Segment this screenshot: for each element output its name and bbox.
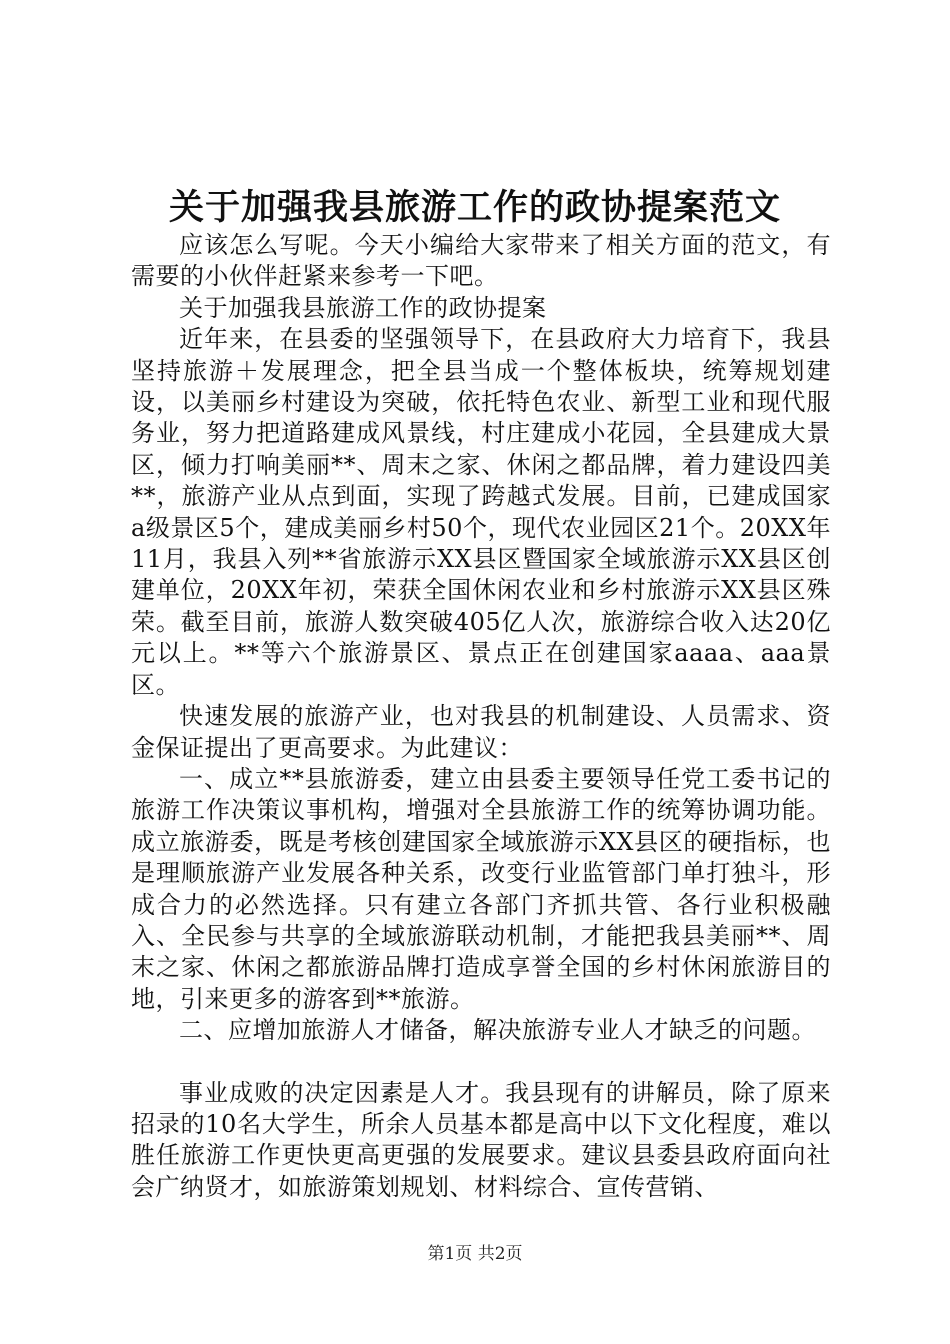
document-body <box>131 230 831 1203</box>
paragraph-proposal-lead: 快速发展的旅游产业，也对我县的机制建设、人员需求、资金保证提出了更高要求。为此建议： <box>131 702 831 762</box>
paragraph-intro: 应该怎么写呢。今天小编给大家带来了相关方面的范文，有需要的小伙伴赶紧来参考一下吧。 <box>131 231 831 291</box>
paragraph-suggestion-2-heading: 二、应增加旅游人才储备，解决旅游专业人才缺乏的问题。 <box>179 1016 816 1045</box>
document-title: 关于加强我县旅游工作的政协提案范文 <box>168 187 781 228</box>
paragraph-background: 近年来，在县委的坚强领导下，在县政府大力培育下，我县坚持旅游＋发展理念，把全县当成一个整体板块，统筹规划建设，以美丽乡村建设为突破，依托特色农业、新型工业和现代服务业，努力把道路建成风景线，村庄建成小花园，全县建成大景区，倾力打响美丽**、周末之家、休闲之都品牌，着力建设四美**，旅游产业从点到面，实现了跨越式发展。目前，已建成国家a级景区5个，建成美丽乡村50个，现代农业园区21个。20XX年11月，我县入列**省旅游示XX县区暨国家全域旅游示XX县区创建单位，20XX年初，荣获全国休闲农业和乡村旅游示XX县区殊荣。截至目前，旅游人数突破405亿人次，旅游综合收入达20亿元以上。**等六个旅游景区、景点正在创建国家aaaa、aaa景区。 <box>131 325 831 699</box>
paragraph-suggestion-1: 一、成立**县旅游委，建立由县委主要领导任党工委书记的旅游工作决策议事机构，增强对全县旅游工作的统筹协调功能。成立旅游委，既是考核创建国家全域旅游示XX县区的硬指标，也是理顺旅游产业发展各种关系，改变行业监管部门单打独斗，形成合力的必然选择。只有建立各部门齐抓共管、各行业积极融入、全民参与共享的全域旅游联动机制，才能把我县美丽**、周末之家、休闲之都旅游品牌打造成享誉全国的乡村休闲旅游目的地，引来更多的游客到**旅游。 <box>131 764 831 1013</box>
paragraph-talent: 事业成败的决定因素是人才。我县现有的讲解员，除了原来招录的10名大学生，所余人员基本都是高中以下文化程度，难以胜任旅游工作更快更高更强的发展要求。建议县委县政府面向社会广纳贤才，如旅游策划规划、材料综合、宣传营销、 <box>131 1078 831 1201</box>
page-indicator: 第1页 共2页 <box>427 1244 523 1264</box>
paragraph-subtitle: 关于加强我县旅游工作的政协提案 <box>179 293 547 322</box>
